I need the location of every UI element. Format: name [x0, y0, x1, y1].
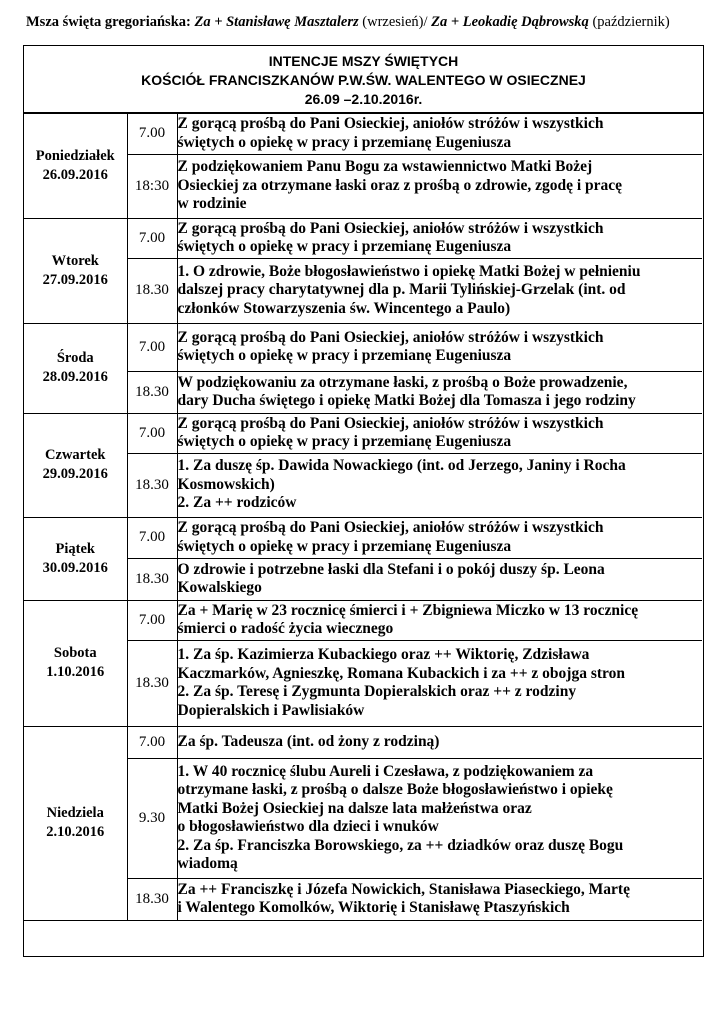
mass-row	[24, 600, 702, 640]
mass-intention	[177, 114, 702, 154]
mass-intention	[177, 371, 702, 413]
intention-line: i Walentego Komolków, Wiktorię i Stanisławę Ptaszyńskich	[177, 899, 570, 916]
intention-line: Dopieralskich i Pawlisiaków	[177, 701, 365, 719]
mass-intention	[177, 878, 702, 920]
gregorian-month-1: (wrzesień)/	[362, 14, 428, 30]
intention-line: śmierci o radość życia wiecznego	[177, 620, 394, 637]
intention-line: Z podziękowaniem Panu Bogu za wstawiennictwo Matki Bożej	[177, 158, 593, 176]
day-date: 26.09.2016	[42, 166, 108, 183]
mass-time: 7.00	[127, 218, 177, 258]
intention-line: Za ++ Franciszkę i Józefa Nowickich, Stanisława Piaseckiego, Martę	[177, 880, 630, 898]
intention-line: Kowalskiego	[177, 579, 262, 596]
intention-line: Kosmowskich)	[177, 475, 275, 493]
gregorian-label: Msza święta gregoriańska:	[26, 14, 191, 30]
mass-intention	[177, 726, 702, 758]
intentions-frame	[23, 45, 704, 957]
mass-row	[24, 323, 702, 371]
intention-line: 1. W 40 rocznicę ślubu Aureli i Czesława, z podziękowaniem za	[177, 762, 594, 780]
intention-line: świętych o opiekę w pracy i przemianę Eugeniusza	[177, 133, 512, 151]
intention-line: 1. O zdrowie, Boże błogosławieństwo i opiekę Matki Bożej w pełnieniu	[177, 262, 641, 280]
intention-line: świętych o opiekę w pracy i przemianę Eugeniusza	[177, 238, 512, 255]
header-dates: 26.09 –2.10.2016r.	[304, 91, 423, 107]
intention-line: Z gorącą prośbą do Pani Osieckiej, aniołów stróżów i wszystkich	[177, 328, 604, 346]
intention-line: Za + Marię w 23 rocznicę śmierci i + Zbigniewa Miczko w 13 rocznicę	[177, 601, 639, 619]
header-church: KOŚCIÓŁ FRANCISZKANÓW P.W.ŚW. WALENTEGO W OSIECZNEJ	[141, 72, 586, 88]
intention-line: O zdrowie i potrzebne łaski dla Stefani i o pokój duszy śp. Leona	[177, 560, 605, 578]
day-date: 1.10.2016	[46, 664, 105, 680]
mass-time: 7.00	[127, 600, 177, 640]
mass-intention	[177, 323, 702, 371]
day-name: Piątek	[55, 540, 95, 557]
intention-line: 1. Za duszę śp. Dawida Nowackiego (int. od Jerzego, Janiny i Rocha	[177, 457, 626, 475]
header-title: INTENCJE MSZY ŚWIĘTYCH	[268, 53, 459, 69]
intention-line: 2. Za ++ rodziców	[177, 494, 297, 512]
intention-line: dalszej pracy charytatywnej dla p. Marii Tylińskiej-Grzelak (int. od	[177, 281, 626, 299]
mass-intention	[177, 640, 702, 726]
mass-row	[24, 517, 702, 558]
gregorian-mass-note	[26, 14, 706, 31]
mass-intention	[177, 517, 702, 558]
mass-row	[24, 726, 702, 758]
intention-line: 1. Za śp. Kazimierza Kubackiego oraz ++ Wiktorię, Zdzisława	[177, 646, 590, 663]
intention-line: wiadomą	[177, 855, 238, 872]
mass-intention	[177, 558, 702, 600]
schedule-table	[24, 114, 702, 921]
mass-time: 7.00	[127, 413, 177, 453]
mass-time: 18.30	[127, 453, 177, 517]
day-name: Wtorek	[51, 252, 99, 269]
intention-line: otrzymane łaski, z prośbą o dalsze Boże błogosławieństwo i opiekę	[177, 781, 613, 798]
mass-time: 18:30	[127, 154, 177, 218]
day-cell	[24, 323, 127, 413]
gregorian-month-2: (październik)	[592, 14, 670, 30]
day-name: Poniedziałek	[35, 147, 115, 164]
day-date: 30.09.2016	[42, 559, 108, 576]
intention-line: Matki Bożej Osieckiej na dalsze lata małżeństwa oraz	[177, 799, 532, 817]
day-cell	[24, 218, 127, 323]
mass-row	[24, 114, 702, 154]
mass-time: 7.00	[127, 726, 177, 758]
intention-line: świętych o opiekę w pracy i przemianę Eugeniusza	[177, 347, 512, 364]
day-name: Czwartek	[45, 447, 106, 463]
intention-line: Osieckiej za otrzymane łaski oraz z prośbą o zdrowie, zgodę i pracę	[177, 176, 623, 194]
mass-time: 18.30	[127, 371, 177, 413]
day-name: Środa	[56, 350, 94, 366]
day-date: 29.09.2016	[42, 466, 108, 482]
gregorian-name-2: Za + Leokadię Dąbrowską	[431, 14, 589, 30]
intention-line: członków Stowarzyszenia św. Wincentego a Paulo)	[177, 299, 511, 317]
mass-intention	[177, 413, 702, 453]
day-cell	[24, 600, 127, 726]
intention-line: Kaczmarków, Agnieszkę, Romana Kubackich i za ++ z obojga stron	[177, 664, 626, 682]
day-cell	[24, 413, 127, 517]
day-date: 28.09.2016	[42, 369, 108, 385]
mass-time: 7.00	[127, 114, 177, 154]
intention-line: Za śp. Tadeusza (int. od żony z rodziną)	[177, 732, 440, 750]
intention-line: Z gorącą prośbą do Pani Osieckiej, aniołów stróżów i wszystkich	[177, 219, 604, 237]
mass-row	[24, 218, 702, 258]
intention-line: dary Ducha świętego i opiekę Matki Bożej dla Tomasza i jego rodziny	[177, 392, 636, 409]
intention-line: 2. Za śp. Franciszka Borowskiego, za ++ dziadków oraz duszę Bogu	[177, 836, 624, 854]
mass-intention	[177, 758, 702, 878]
mass-intention	[177, 600, 702, 640]
intention-line: 2. Za śp. Teresę i Zygmunta Dopieralskich oraz ++ z rodziny	[177, 683, 577, 700]
mass-time: 7.00	[127, 323, 177, 371]
mass-time: 18.30	[127, 640, 177, 726]
mass-intention	[177, 154, 702, 218]
mass-time: 18.30	[127, 878, 177, 920]
day-cell	[24, 726, 127, 920]
mass-row	[24, 413, 702, 453]
mass-time: 7.00	[127, 517, 177, 558]
mass-intention	[177, 453, 702, 517]
day-date: 2.10.2016	[46, 824, 105, 840]
mass-intention	[177, 218, 702, 258]
day-cell	[24, 114, 127, 218]
mass-time: 18.30	[127, 558, 177, 600]
intention-line: Z gorącą prośbą do Pani Osieckiej, aniołów stróżów i wszystkich	[177, 519, 604, 536]
intention-line: W podziękowaniu za otrzymane łaski, z prośbą o Boże prowadzenie,	[177, 373, 628, 391]
mass-intention	[177, 258, 702, 323]
intention-line: Z gorącą prośbą do Pani Osieckiej, aniołów stróżów i wszystkich	[177, 414, 604, 432]
intention-line: świętych o opiekę w pracy i przemianę Eugeniusza	[177, 433, 512, 450]
intention-line: świętych o opiekę w pracy i przemianę Eugeniusza	[177, 537, 512, 555]
mass-time: 18.30	[127, 258, 177, 323]
intention-line: w rodzinie	[177, 195, 247, 213]
day-cell	[24, 517, 127, 600]
day-date: 27.09.2016	[42, 271, 108, 288]
intention-line: o błogosławieństwo dla dzieci i wnuków	[177, 818, 439, 835]
intention-line: Z gorącą prośbą do Pani Osieckiej, aniołów stróżów i wszystkich	[177, 115, 604, 133]
gregorian-name-1: Za + Stanisławę Masztalerz	[194, 14, 359, 30]
document-header	[24, 46, 703, 114]
day-name: Niedziela	[46, 805, 104, 821]
mass-time: 9.30	[127, 758, 177, 878]
day-name: Sobota	[53, 645, 97, 661]
